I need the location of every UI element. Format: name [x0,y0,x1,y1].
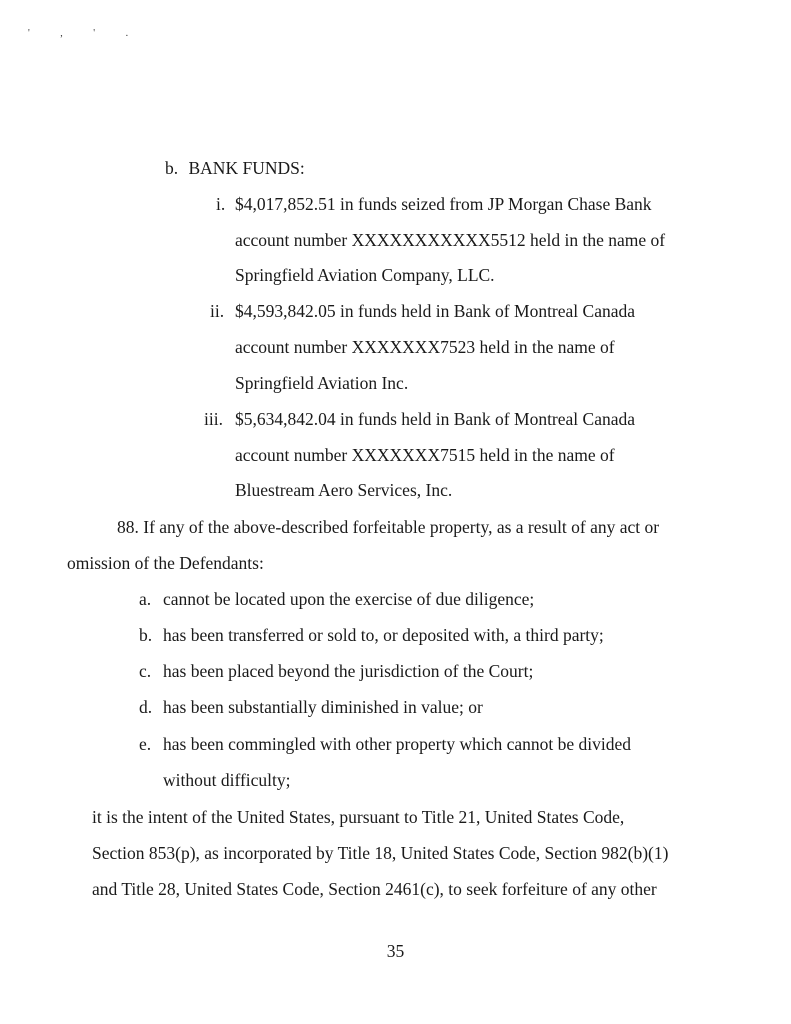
condition-text: cannot be located upon the exercise of due diligence; [163,589,535,609]
paragraph-88-line-2: omission of the Defendants: [67,553,264,573]
bank-fund-item-ii-line-2: account number XXXXXXX7523 held in the name of [235,337,615,357]
bank-fund-item-iii-line-2: account number XXXXXXX7515 held in the name of [235,445,615,465]
bank-fund-marker-iii: iii. [204,409,223,429]
condition-text: has been transferred or sold to, or deposited with, a third party; [163,625,604,645]
closing-line-3: and Title 28, United States Code, Section 2461(c), to seek forfeiture of any other [92,879,657,899]
condition-e-line-2: without difficulty; [163,770,291,790]
condition-marker: b. [139,625,153,645]
bank-fund-marker-ii: ii. [210,301,225,321]
bank-fund-marker-i: i. [216,194,226,214]
closing-line-1: it is the intent of the United States, pursuant to Title 21, United States Code, [92,807,625,827]
bank-fund-item-ii-line-3: Springfield Aviation Inc. [235,373,409,393]
page-number: 35 [386,941,405,961]
bank-funds-heading-line [165,157,305,179]
scan-specks: ' , ' . [28,28,143,39]
bank-fund-item-i-line-3: Springfield Aviation Company, LLC. [235,265,495,285]
bank-funds-label: b. [165,158,179,178]
closing-line-2: Section 853(p), as incorporated by Title 18, United States Code, Section 982(b)(1) [92,843,669,863]
condition-text: has been commingled with other property which cannot be divided [163,734,631,754]
bank-fund-item-iii-line-3: Bluestream Aero Services, Inc. [235,480,453,500]
condition-text: has been substantially diminished in value; or [163,697,483,717]
bank-funds-heading: BANK FUNDS: [188,158,305,178]
bank-fund-item-text: $4,017,852.51 in funds seized from JP Morgan Chase Bank [235,194,652,214]
condition-marker: c. [139,661,152,681]
condition-text: has been placed beyond the jurisdiction of the Court; [163,661,534,681]
condition-marker: a. [139,589,152,609]
bank-fund-item-text: $4,593,842.05 in funds held in Bank of Montreal Canada [235,301,636,321]
bank-fund-item-i-line-2: account number XXXXXXXXXXX5512 held in the name of [235,230,666,250]
bank-fund-item-text: $5,634,842.04 in funds held in Bank of Montreal Canada [235,409,636,429]
paragraph-88-line-1: 88. If any of the above-described forfeitable property, as a result of any act or [117,517,660,537]
condition-marker: e. [139,734,152,754]
condition-marker: d. [139,697,153,717]
